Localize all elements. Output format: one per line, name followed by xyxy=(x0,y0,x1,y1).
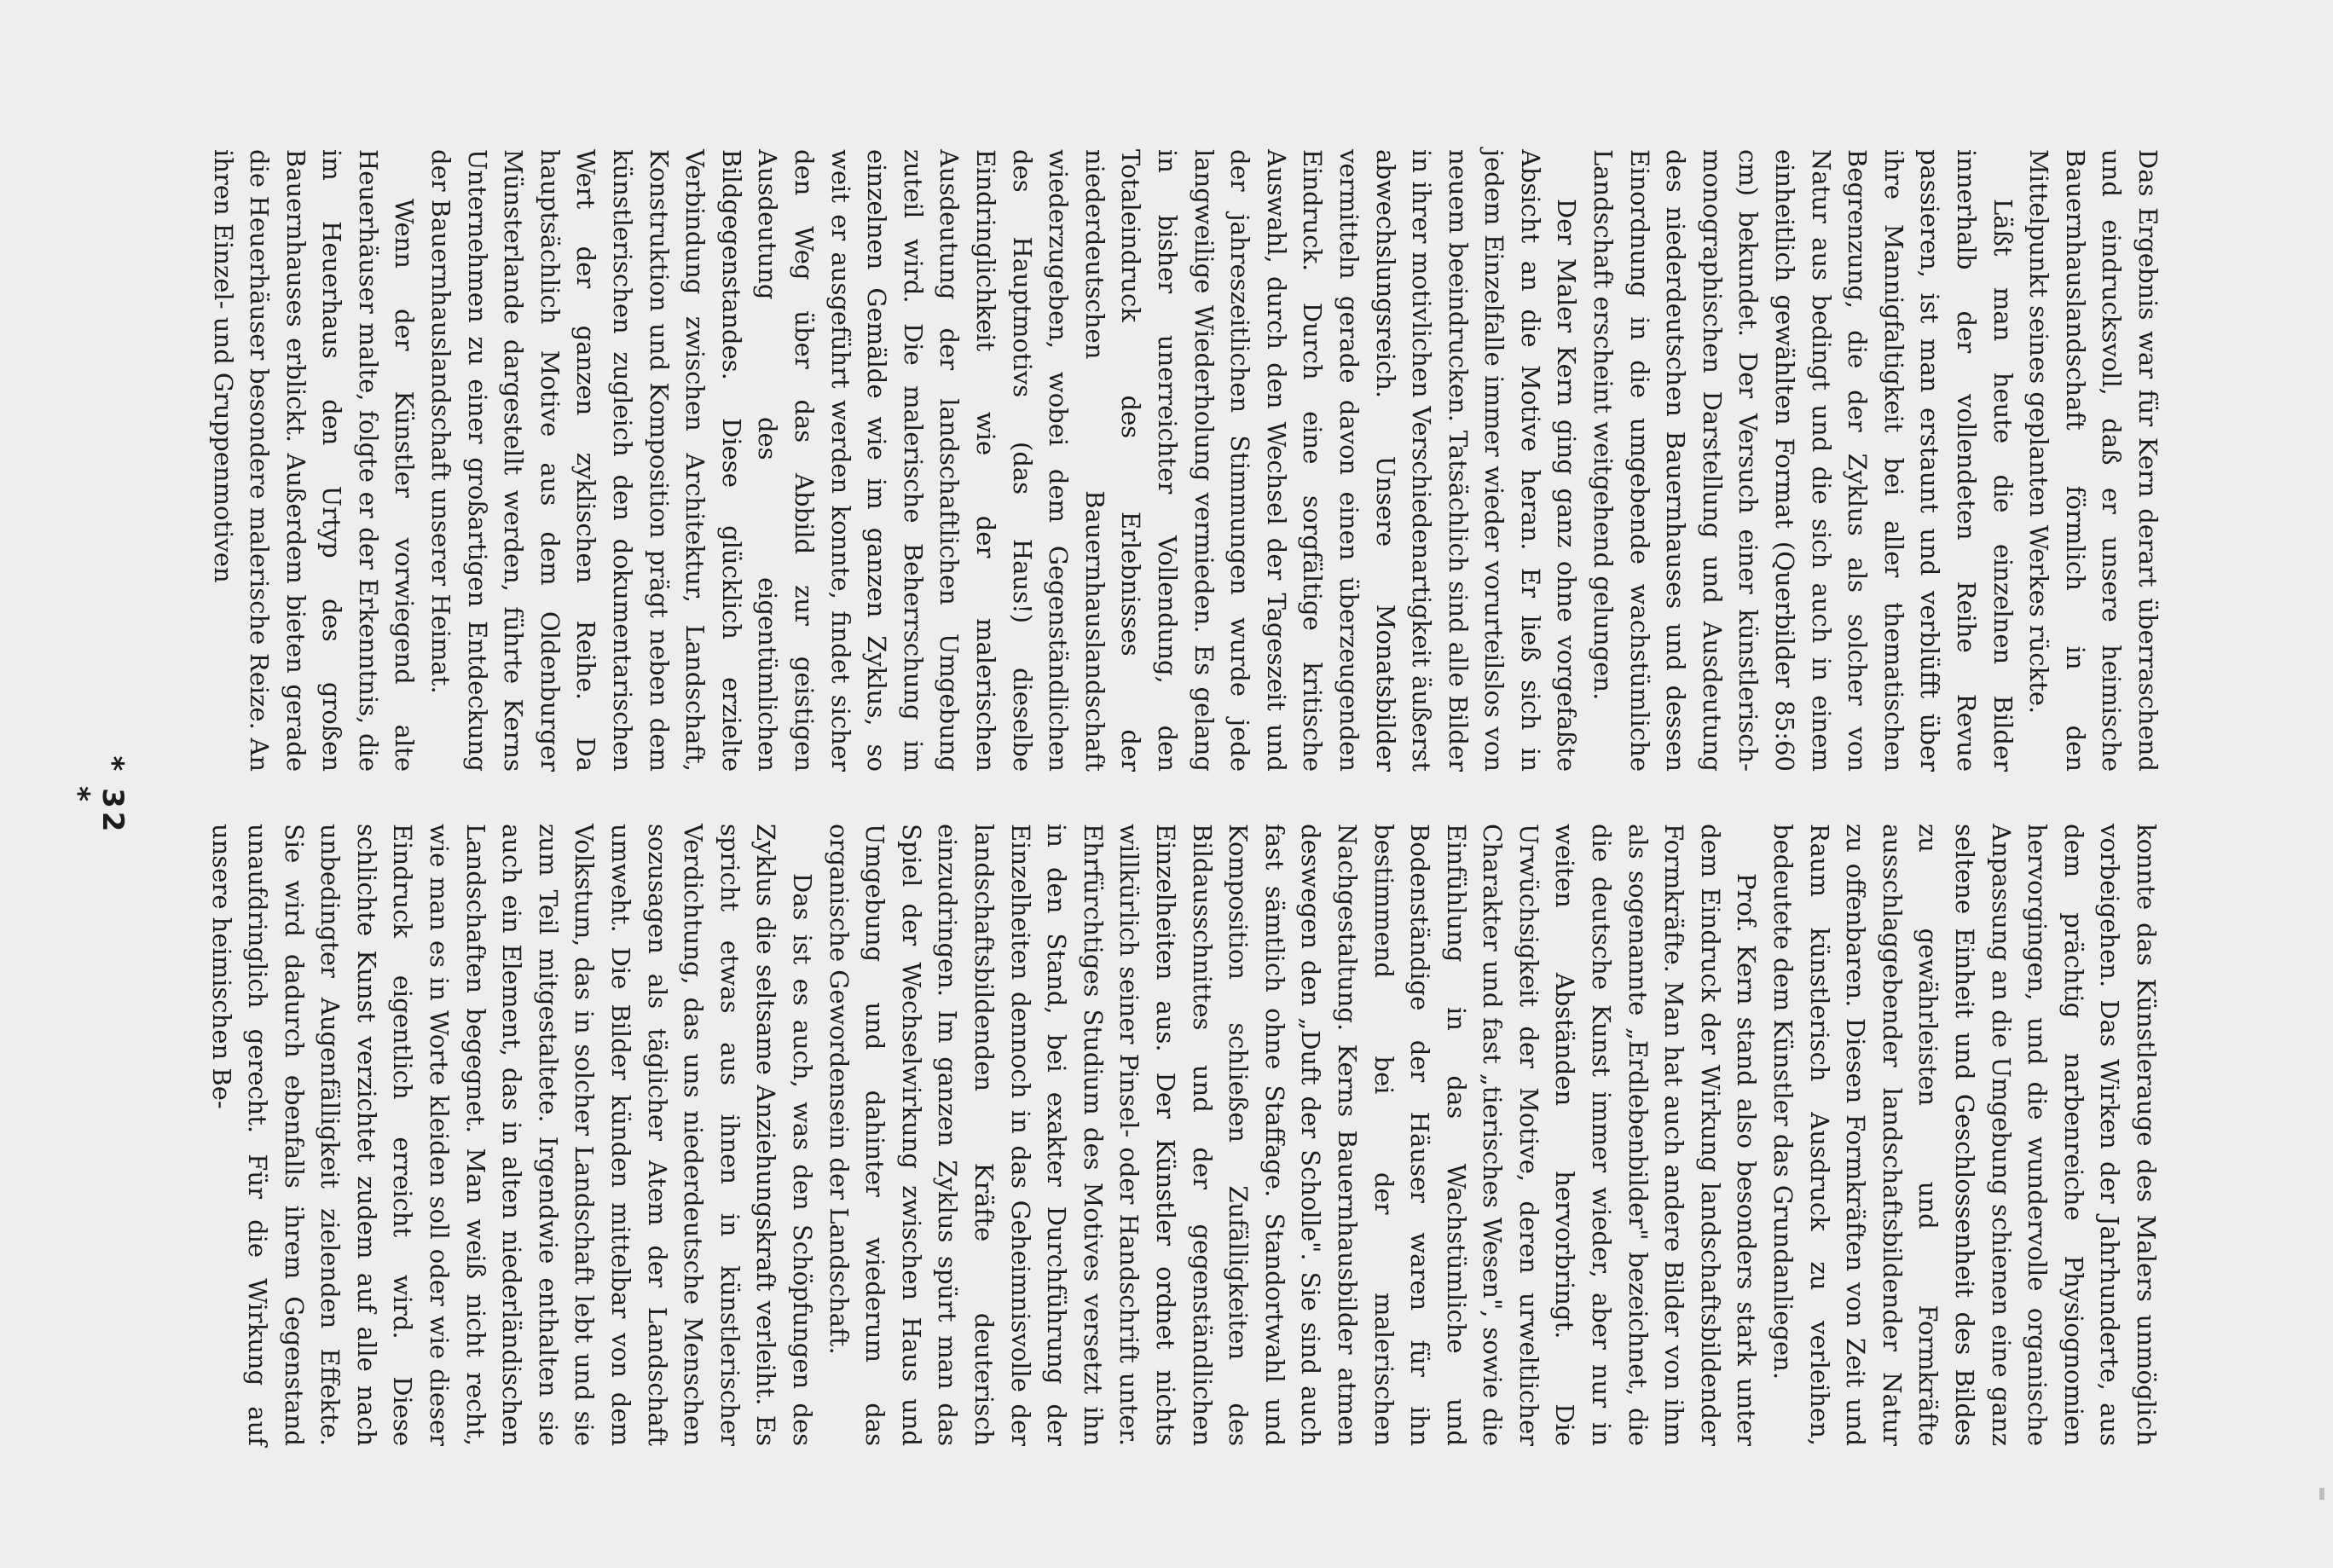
text-column-right xyxy=(203,824,2164,1446)
paragraph: Der Maler Kern ging ganz ohne vorgefaßte Absicht an die Motive heran. Er ließ sich in jedem Einzelfalle immer wieder vorurteilslos von neuem beeindrucken. Tatsächlich sind alle Bilder in ihrer motivlichen Verschiedenartigkeit äußerst abwechslungsreich. Unsere Monatsbilder vermitteln gerade davon einen überzeugenden Eindruck. Durch eine sorgfältige kritische Auswahl, durch den Wechsel der Tageszeit und der jahreszeitlichen Stimmungen wurde jede langweilige Wiederholung vermieden. Es gelang in bisher unerreichter Vollendung, den Totaleindruck des Erlebnisses der niederdeutschen Bauernhauslandschaft wiederzugeben, wobei dem Gegenständlichen des Hauptmotivs (das Haus!) dieselbe Eindringlichkeit wie der malerischen Ausdeutung der landschaftlichen Umgebung zuteil wird. Die malerische Beherrschung im einzelnen Gemälde wie im ganzen Zyklus, so weit er ausgeführt werden konnte, findet sicher den Weg über das Abbild zur geistigen Ausdeutung des eigentümlichen Bildgegenstandes. Diese glücklich erzielte Verbindung zwischen Architektur, Landschaft, Konstruktion und Komposition prägt neben dem künstlerischen zugleich den dokumentarischen Wert der ganzen zyklischen Reihe. Da hauptsächlich Motive aus dem Oldenburger Münsterlande dargestellt werden, führte Kerns Unternehmen zu einer großartigen Entdeckung der Bauernhauslandschaft unserer Heimat. xyxy=(426,149,1582,772)
paragraph: Läßt man heute die einzelnen Bilder innerhalb der vollendeten Reihe Revue passieren, ist man erstaunt und verblüfft über ihre Mannigfaltigkeit bei aller thematischen Begrenzung, die der Zyklus als solcher von Natur aus bedingt und die sich auch in einem einheitlich gewählten Format (Querbilder 85:60 cm) bekundet. Der Versuch einer künstlerisch-monographischen Darstellung und Ausdeutung des niederdeutschen Bauernhauses und dessen Einordnung in die umgebende wachstümliche Landschaft erscheint weitgehend gelungen. xyxy=(1589,149,2017,772)
paragraph: konnte das Künstlerauge des Malers unmöglich vorbeigehen. Das Wirken der Jahrhunderte, aus dem prächtig narbenreiche Physiognomien hervorgingen, und die wundervolle organische Anpassung an die Umgebung schienen eine ganz seltene Einheit und Geschlossenheit des Bildes zu gewährleisten und Formkräfte ausschlaggebender landschaftsbildender Natur zu offenbaren. Diesen Formkräften von Zeit und Raum künstlerisch Ausdruck zu verleihen, bedeutete dem Künstler das Grundanliegen. xyxy=(1769,824,2161,1446)
page-number: * 32 * xyxy=(61,755,130,836)
paragraph: Das Ergebnis war für Kern derart überraschend und eindrucksvoll, daß er unsere heimische Bauernhauslandschaft förmlich in den Mittelpunkt seines geplanten Werkes rückte. xyxy=(2024,149,2162,772)
scan-edge-mark xyxy=(2319,1488,2324,1500)
text-column-left xyxy=(205,149,2166,772)
paragraph: Prof. Kern stand also besonders stark unter dem Eindruck der Wirkung landschaftsbildender Formkräfte. Man hat auch andere Bilder von ihm als sogenannte „Erdlebenbilder" bezeichnet, die die deutsche Kunst immer wieder, aber nur in weiten Abständen hervorbringt. Die Urwüchsigkeit der Motive, deren urweltlicher Charakter und fast „tierisches Wesen", sowie die Einfühlung in das Wachstümliche und Bodenständige der Häuser waren für ihn bestimmend bei der malerischen Nachgestaltung. Kerns Bauernhausbilder atmen deswegen den „Duft der Scholle". Sie sind auch fast sämtlich ohne Staffage. Standortwahl und Komposition schließen Zufälligkeiten des Bildausschnittes und der gegenständlichen Einzelheiten aus. Der Künstler ordnet nichts willkürlich seiner Pinsel- oder Handschrift unter. Ehrfürchtiges Studium des Motives versetzt ihn in den Stand, bei exakter Durchführung der Einzelheiten dennoch in das Geheimnisvolle der landschaftsbildenden Kräfte deuterisch einzudringen. Im ganzen Zyklus spürt man das Spiel der Wechselwirkung zwischen Haus und Umgebung und dahinter wiederum das organische Gewordensein der Landschaft. xyxy=(824,824,1762,1446)
paragraph: Das ist es auch, was den Schöpfungen des Zyklus die seltsame Anziehungskraft verleiht. Es spricht etwas aus ihnen in künstlerischer Verdichtung, das uns niederdeutsche Menschen sozusagen als täglicher Atem der Landschaft umweht. Die Bilder künden mittelbar von dem Volkstum, das in solcher Landschaft lebt und sie zum Teil mitgestaltete. Irgendwie enthalten sie auch ein Element, das in alten niederländischen Landschaften begegnet. Man weiß nicht recht, wie man es in Worte kleiden soll oder wie dieser Eindruck eigentlich erreicht wird. Diese schlichte Kunst verzichtet zudem auf alle nach unbedingter Augenfälligkeit zielenden Effekte. Sie wird dadurch ebenfalls ihrem Gegenstand unaufdringlich gerecht. Für die Wirkung auf unsere heimischen Be- xyxy=(206,824,818,1446)
paragraph: Wenn der Künstler vorwiegend alte Heuerhäuser malte, folgte er der Erkenntnis, die im Heuerhaus den Urtyp des großen Bauernhauses erblickt. Außerdem bieten gerade die Heuerhäuser besondere malerische Reize. An ihren Einzel- und Gruppenmotiven xyxy=(208,149,420,772)
